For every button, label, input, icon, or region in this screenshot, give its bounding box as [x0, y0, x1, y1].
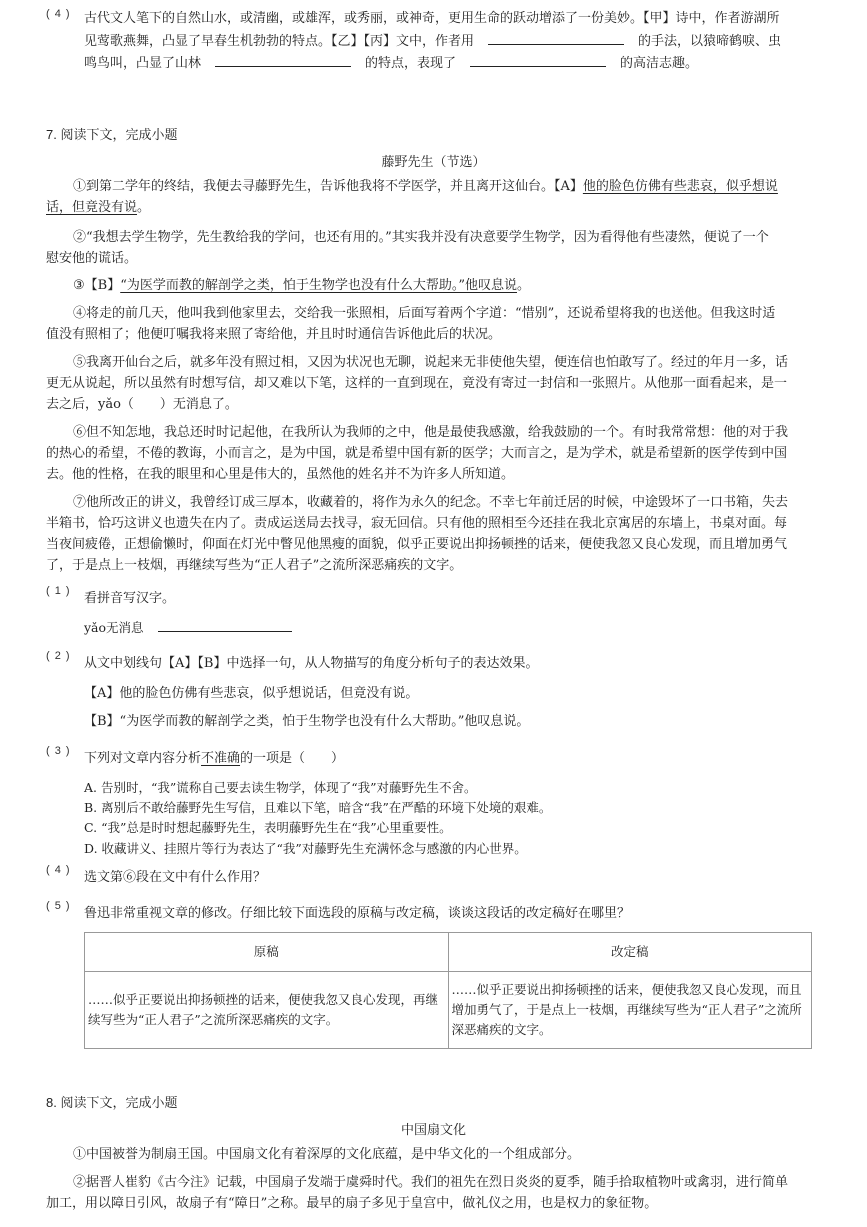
- question-number: ( 3 ): [46, 745, 71, 757]
- text-segment: ③【B】: [73, 278, 121, 293]
- section-heading: 8. 阅读下文，完成小题: [46, 1095, 178, 1110]
- answer-blank[interactable]: [158, 630, 292, 632]
- paragraph-line: 去之后，yǎo（ ）无消息了。: [46, 397, 238, 412]
- underlined-sentence-a: 他的脸色仿佛有些悲哀，似乎想说: [582, 179, 778, 194]
- text-segment: 。: [137, 200, 151, 215]
- paragraph-line: 了，于是点上一枝烟，再继续写些为“正人君子”之流所深恶痛疾的文字。: [46, 558, 463, 573]
- choice-d[interactable]: D. 收藏讲义、挂照片等行为表达了“我”对藤野先生充满怀念与感激的内心世界。: [84, 841, 527, 856]
- text-segment: 见莺歌燕舞，凸显了早春生机勃勃的特点。【乙】【丙】文中，作者用: [84, 34, 475, 49]
- paragraph-line: 值没有照相了；他便叮嘱我将来照了寄给他，并且时时通信告诉他此后的状况。: [46, 327, 502, 342]
- text-line: 古代文人笔下的自然山水，或清幽，或雄浑，或秀丽，或神奇，更用生命的跃动增添了一份美妙。【甲】诗中，作者游湖所: [84, 11, 780, 26]
- paragraph-line: ②“我想去学生物学，先生教给我的学问，也还有用的。”其实我并没有决意要学生物学，因为看得他有些凄然，便说了一个: [73, 230, 769, 245]
- paragraph-line: [73, 178, 778, 196]
- paragraph-line: 加工，用以障日引风，故扇子有“障日”之称。最早的扇子多见于皇宫中，做礼仪之用，也是权力的象征物。: [46, 1196, 658, 1211]
- table-header-row: [85, 933, 812, 972]
- text-segment: 下列对文章内容分析: [84, 751, 202, 766]
- paragraph-line: 的热心的希望，不倦的教诲，小而言之，是为中国，就是希望中国有新的医学；大而言之，是为学术，就是希望新的医学传到中国: [46, 446, 788, 461]
- question-number: ( 2 ): [46, 650, 71, 662]
- text-segment: 的一项是（ ）: [240, 751, 345, 766]
- question-number: ( 5 ): [46, 900, 71, 912]
- paragraph-line: [73, 277, 530, 295]
- underlined-sentence-a-cont: 话，但竟没有说: [46, 200, 138, 215]
- paragraph-line: ⑤我离开仙台之后，就多年没有照过相，又因为状况也无聊，说起来无非使他失望，便连信也怕敢写了。经过的年月一多，话: [73, 355, 789, 370]
- pinyin-prompt: [84, 619, 292, 637]
- text-segment: 的特点，表现了: [365, 56, 457, 71]
- paragraph-line: 半箱书，恰巧这讲义也遗失在内了。责成运送局去找寻，寂无回信。只有他的照相至今还挂在我北京寓居的东墙上，书桌对面。每: [46, 516, 788, 531]
- question-text: 看拼音写汉字。: [84, 591, 176, 606]
- article-title: 中国扇文化: [400, 1123, 466, 1138]
- paragraph-line: ⑦他所改正的讲义，我曾经订成三厚本，收藏着的，将作为永久的纪念。不幸七年前迁居的时候，中途毁坏了一口书箱，失去: [73, 495, 789, 510]
- paragraph-line: [46, 199, 150, 217]
- choice-c[interactable]: C. “我”总是时时想起藤野先生，表明藤野先生在“我”心里重要性。: [84, 820, 452, 835]
- text-segment: yǎo无消息: [84, 620, 144, 635]
- question-number: ( 4 ): [46, 8, 71, 20]
- paragraph-line: 当夜间疲倦，正想偷懒时，仰面在灯光中瞥见他黑瘦的面貌，似乎正要说出抑扬顿挫的话来，便使我忽又良心发现，而且增加勇气: [46, 537, 788, 552]
- text-line: [84, 55, 698, 73]
- question-text: 鲁迅非常重视文章的修改。仔细比较下面选段的原稿与改定稿，谈谈这段话的改定稿好在哪里？: [84, 906, 631, 921]
- sentence-option: 【B】“为医学而教的解剖学之类，怕于生物学也没有什么大帮助。”他叹息说。: [84, 714, 530, 729]
- text-segment: ①到第二学年的终结，我便去寻藤野先生，告诉他我将不学医学，并且离开这仙台。【A】: [73, 179, 583, 194]
- paragraph-line: ①中国被誉为制扇王国。中国扇文化有着深厚的文化底蕴，是中华文化的一个组成部分。: [73, 1147, 581, 1162]
- text-segment: 。: [517, 278, 531, 293]
- text-segment: 的高洁志趣。: [620, 56, 699, 71]
- answer-blank[interactable]: [488, 43, 624, 45]
- answer-blank[interactable]: [470, 65, 606, 67]
- paragraph-line: 更无从说起，所以虽然有时想写信，却又难以下笔，这样的一直到现在，竟没有寄过一封信和一张照片。从他那一面看起来，是一: [46, 376, 788, 391]
- question-number: ( 4 ): [46, 864, 71, 876]
- sentence-option: 【A】他的脸色仿佛有些悲哀，似乎想说话，但竟没有说。: [84, 686, 419, 701]
- cell-revised-text: ……似乎正要说出抑扬顿挫的话来，便使我忽又良心发现，而且增加勇气了，于是点上一枝烟，再继续写些为“正人君子”之流所深恶痛疾的文字。: [448, 972, 812, 1049]
- section-heading: 7. 阅读下文，完成小题: [46, 127, 178, 142]
- column-header-revised: 改定稿: [448, 933, 812, 972]
- underlined-sentence-b: “为医学而教的解剖学之类，怕于生物学也没有什么大帮助。”他叹息说: [120, 278, 518, 293]
- paragraph-line: 去。他的性格，在我的眼里和心里是伟大的，虽然他的姓名并不为许多人所知道。: [46, 467, 515, 482]
- cell-original-text: ……似乎正要说出抑扬顿挫的话来，便使我忽又良心发现，再继续写些为“正人君子”之流所深恶痛疾的文字。: [85, 972, 449, 1049]
- paragraph-line: ②据晋人崔豹《古今注》记载，中国扇子发端于虞舜时代。我们的祖先在烈日炎炎的夏季，随手拾取植物叶或禽羽，进行简单: [73, 1175, 789, 1190]
- column-header-original: 原稿: [85, 933, 449, 972]
- choice-a[interactable]: A. 告别时，“我”谎称自己要去读生物学，体现了“我”对藤野先生不舍。: [84, 780, 477, 795]
- question-text: 从文中划线句【A】【B】中选择一句，从人物描写的角度分析句子的表达效果。: [84, 656, 539, 671]
- table-row: [85, 972, 812, 1049]
- answer-blank[interactable]: [215, 65, 351, 67]
- paragraph-line: ⑥但不知怎地，我总还时时记起他，在我所认为我师的之中，他是最使我感激，给我鼓励的一个。有时我常常想：他的对于我: [73, 425, 789, 440]
- emphasis-text: 不准确: [201, 751, 241, 766]
- paragraph-line: ④将走的前几天，他叫我到他家里去，交给我一张照相，后面写着两个字道：“惜别”，还说希望将我的也送他。但我这时适: [73, 306, 776, 321]
- question-text: [84, 750, 344, 768]
- question-text: 选文第⑥段在文中有什么作用？: [84, 870, 267, 885]
- text-line: [84, 33, 781, 51]
- text-segment: 鸣鸟叫，凸显了山林: [84, 56, 202, 71]
- comparison-table: [84, 932, 812, 1049]
- text-segment: 的手法，以猿啼鹤唳、虫: [638, 34, 782, 49]
- question-number: ( 1 ): [46, 585, 71, 597]
- choice-b[interactable]: B. 离别后不敢给藤野先生写信，且难以下笔，暗含“我”在严酷的环境下处境的艰难。: [84, 800, 552, 815]
- article-title: 藤野先生（节选）: [381, 155, 486, 170]
- paragraph-line: 慰安他的谎话。: [46, 251, 138, 266]
